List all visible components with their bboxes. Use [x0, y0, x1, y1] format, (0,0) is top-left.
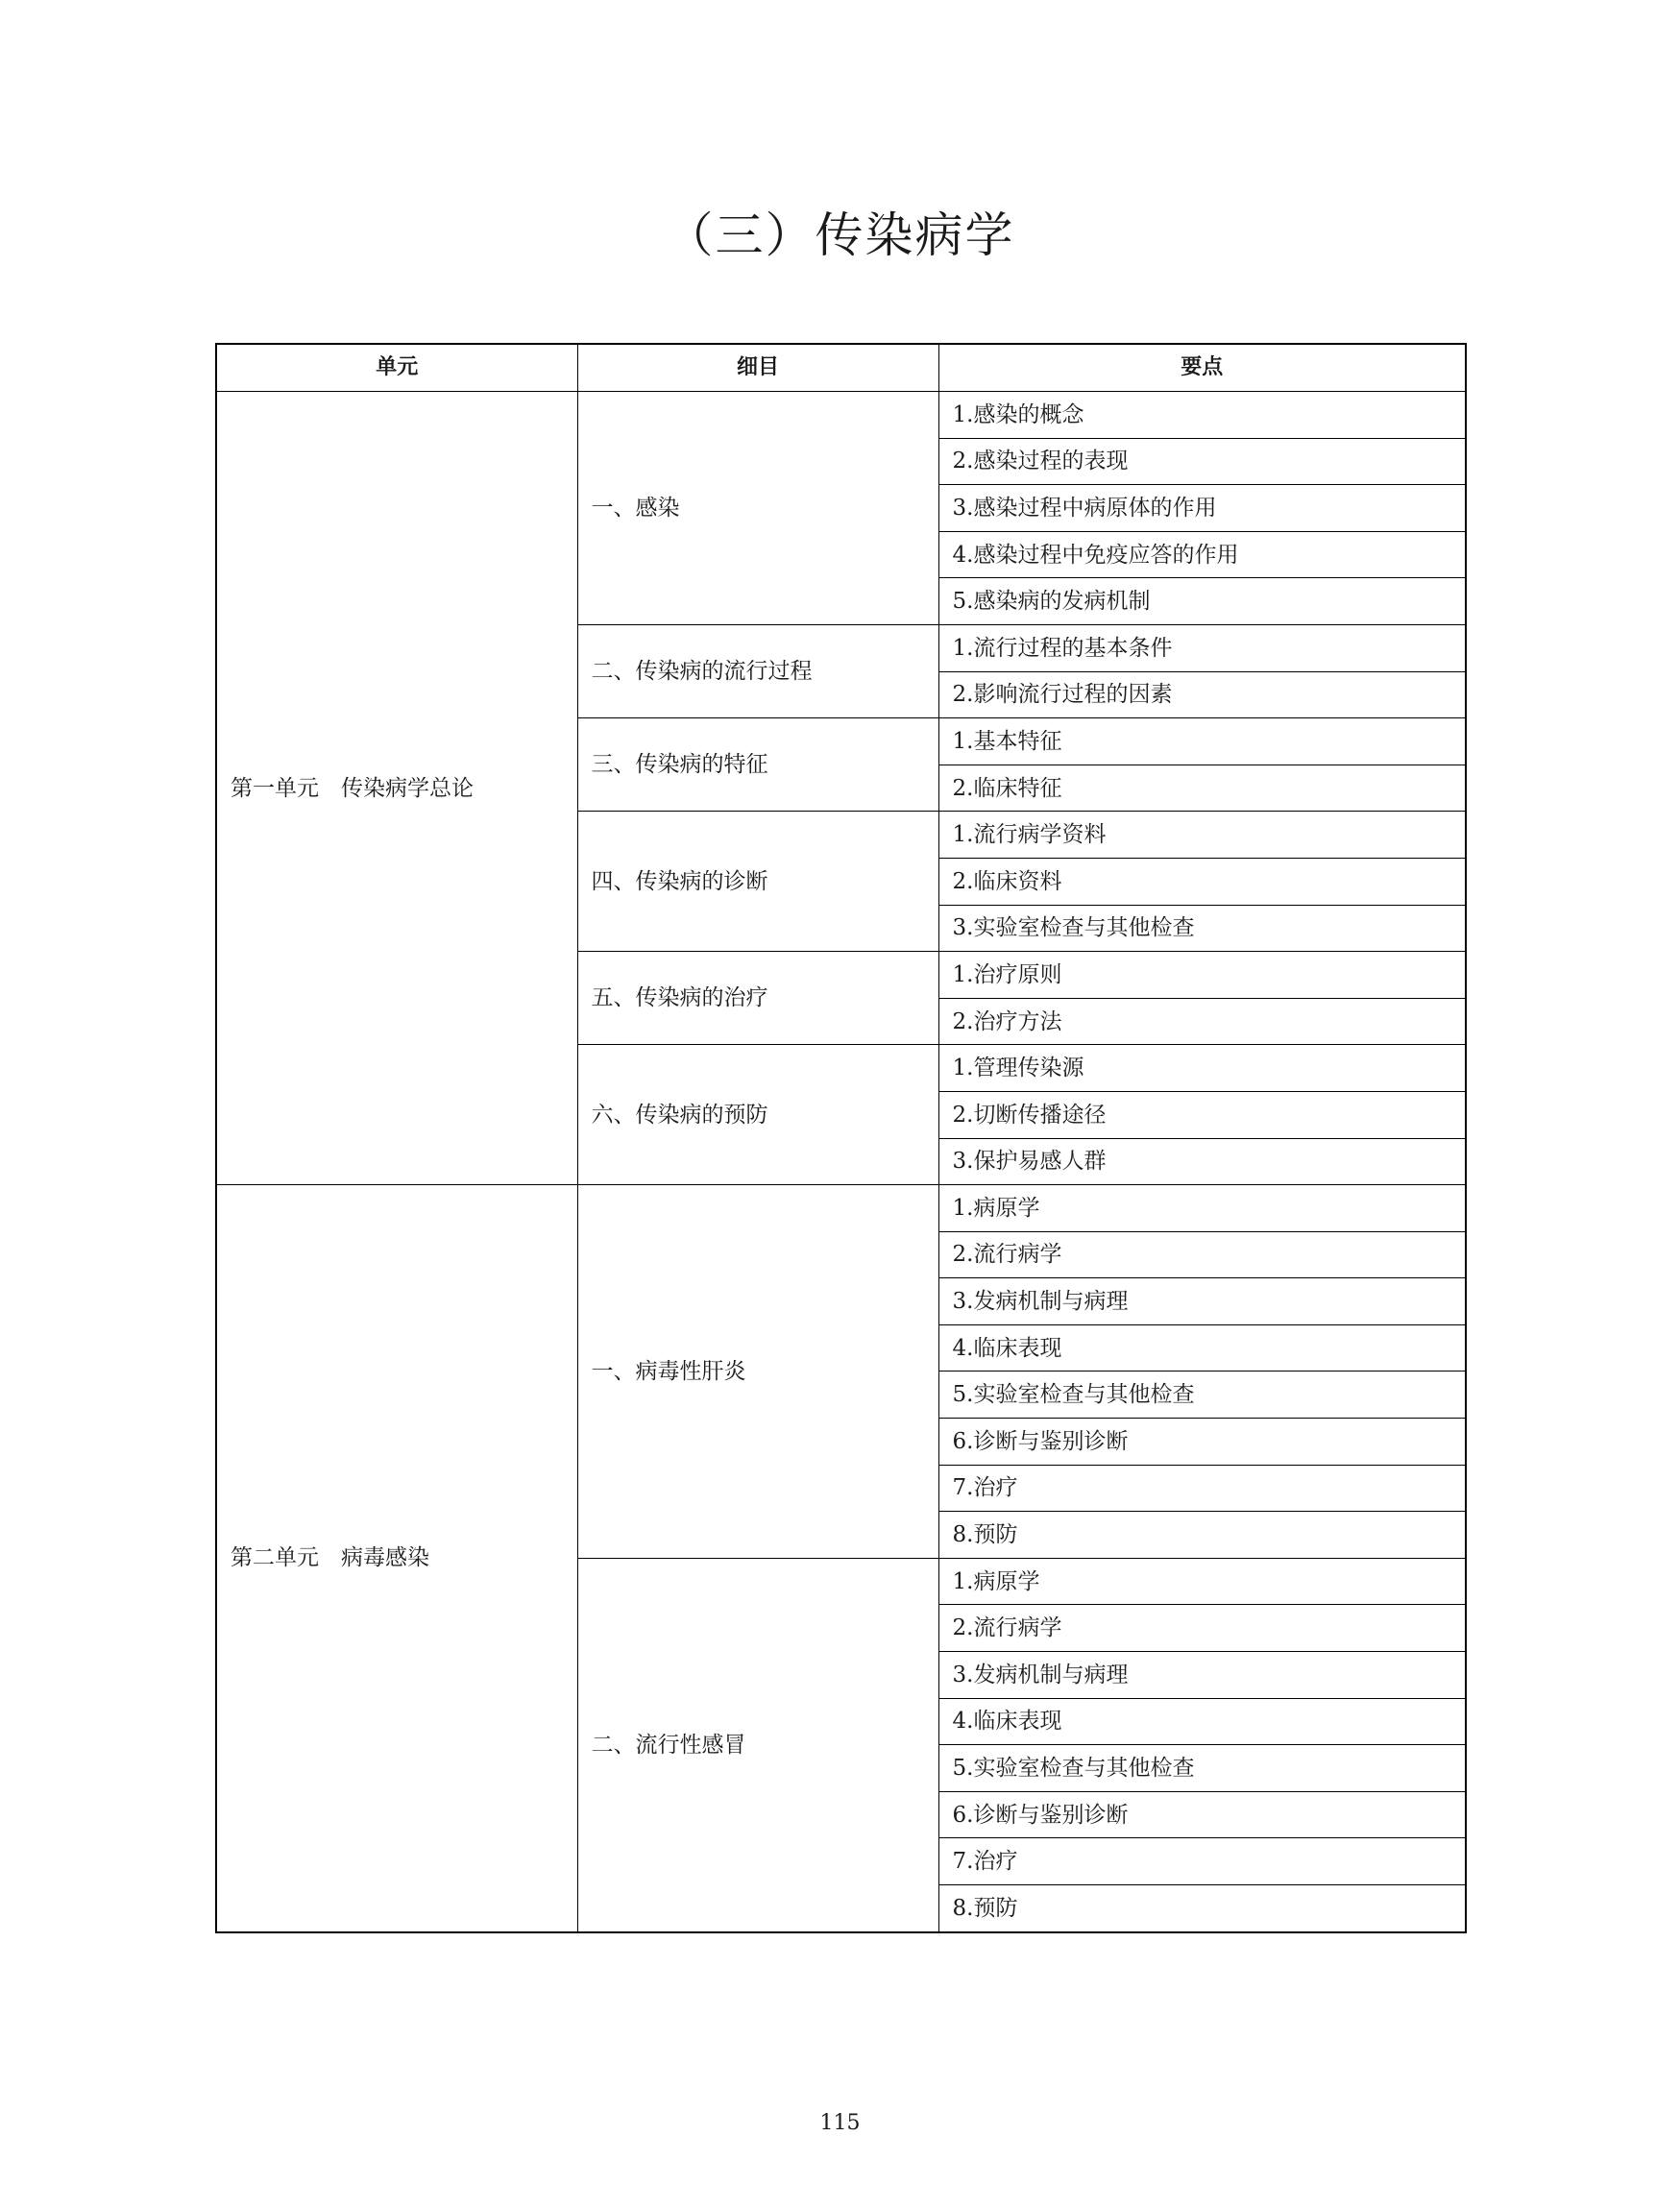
point-cell: 2.流行病学 [938, 1231, 1466, 1278]
point-cell: 2.切断传播途径 [938, 1091, 1466, 1138]
point-cell: 1.流行过程的基本条件 [938, 624, 1466, 671]
point-cell: 6.诊断与鉴别诊断 [938, 1419, 1466, 1466]
item-cell: 一、病毒性肝炎 [577, 1185, 938, 1559]
point-cell: 3.保护易感人群 [938, 1138, 1466, 1185]
point-cell: 2.临床特征 [938, 765, 1466, 812]
point-cell: 7.治疗 [938, 1838, 1466, 1885]
table-row [216, 1185, 1466, 1232]
page-title: （三）传染病学 [665, 207, 1015, 263]
item-cell: 六、传染病的预防 [577, 1045, 938, 1185]
item-cell: 一、感染 [577, 392, 938, 625]
item-cell: 五、传染病的治疗 [577, 952, 938, 1045]
point-cell: 1.流行病学资料 [938, 812, 1466, 859]
point-cell: 1.感染的概念 [938, 392, 1466, 439]
point-cell: 5.实验室检查与其他检查 [938, 1372, 1466, 1419]
point-cell: 8.预防 [938, 1885, 1466, 1932]
header-point: 要点 [938, 344, 1466, 392]
page-number: 115 [819, 2111, 861, 2135]
item-cell: 三、传染病的特征 [577, 718, 938, 812]
point-cell: 2.流行病学 [938, 1605, 1466, 1652]
point-cell: 6.诊断与鉴别诊断 [938, 1791, 1466, 1838]
point-cell: 1.病原学 [938, 1558, 1466, 1605]
point-cell: 4.临床表现 [938, 1698, 1466, 1745]
table-body [216, 392, 1466, 1932]
header-item: 细目 [577, 344, 938, 392]
point-cell: 2.治疗方法 [938, 998, 1466, 1045]
unit-cell: 第一单元 传染病学总论 [216, 392, 577, 1185]
header-unit: 单元 [216, 344, 577, 392]
point-cell: 7.治疗 [938, 1465, 1466, 1512]
point-cell: 3.发病机制与病理 [938, 1652, 1466, 1699]
point-cell: 5.实验室检查与其他检查 [938, 1745, 1466, 1792]
point-cell: 8.预防 [938, 1512, 1466, 1559]
item-cell: 二、流行性感冒 [577, 1558, 938, 1931]
point-cell: 4.感染过程中免疫应答的作用 [938, 531, 1466, 578]
point-cell: 1.管理传染源 [938, 1045, 1466, 1092]
point-cell: 4.临床表现 [938, 1324, 1466, 1372]
point-cell: 3.感染过程中病原体的作用 [938, 485, 1466, 532]
item-cell: 四、传染病的诊断 [577, 812, 938, 952]
point-cell: 5.感染病的发病机制 [938, 578, 1466, 625]
point-cell: 2.临床资料 [938, 858, 1466, 905]
point-cell: 2.感染过程的表现 [938, 438, 1466, 485]
point-cell: 3.实验室检查与其他检查 [938, 905, 1466, 952]
table-header-row [216, 344, 1466, 392]
item-cell: 二、传染病的流行过程 [577, 624, 938, 717]
point-cell: 2.影响流行过程的因素 [938, 671, 1466, 718]
point-cell: 1.病原学 [938, 1185, 1466, 1232]
point-cell: 1.基本特征 [938, 718, 1466, 765]
syllabus-table [215, 343, 1467, 1933]
table-row [216, 392, 1466, 439]
point-cell: 1.治疗原则 [938, 952, 1466, 999]
unit-cell: 第二单元 病毒感染 [216, 1185, 577, 1932]
point-cell: 3.发病机制与病理 [938, 1278, 1466, 1325]
